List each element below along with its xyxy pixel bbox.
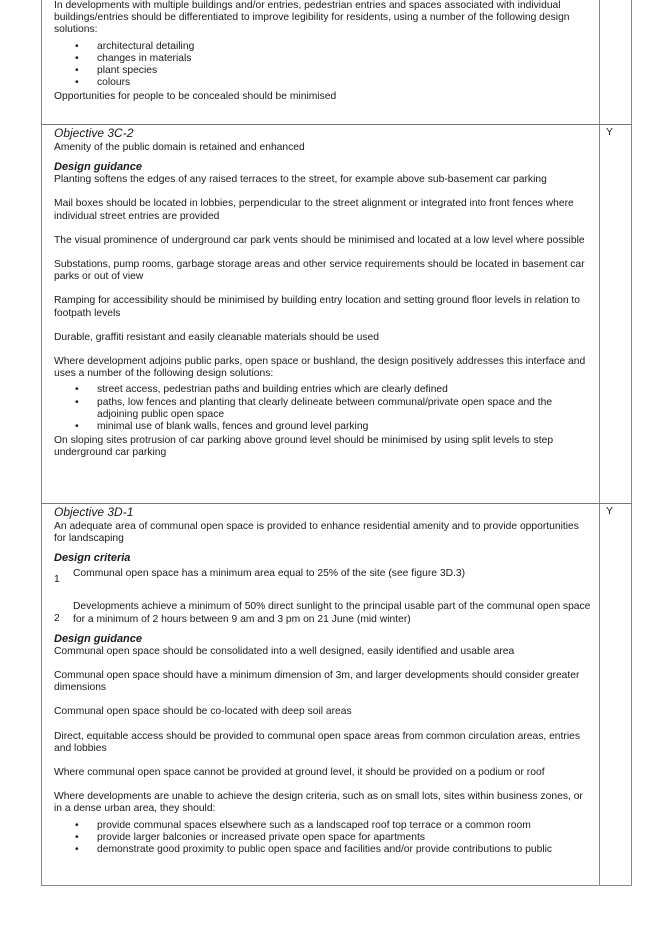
- list-item: • street access, pedestrian paths and building entries which are clearly defined: [54, 384, 592, 396]
- design-criteria-heading: Design criteria: [54, 552, 131, 565]
- intro-paragraph: In developments with multiple buildings and/or entries, pedestrian entries and spaces associated with individual buildings/entries should be differentiated to improve legibility for residents, using a number of the following design solutions:: [54, 0, 570, 36]
- list-item: • changes in materials: [54, 53, 592, 65]
- guidance-paragraph: Direct, equitable access should be provided to communal open space areas from common circulation areas, entries and lobbies: [54, 730, 580, 754]
- guidance-paragraph: Where developments are unable to achieve the design criteria, such as on small lots, sites within business zones, or in a dense urban area, they should:: [54, 791, 583, 815]
- criterion-number: 1: [54, 574, 60, 586]
- guidance-paragraph: Where development adjoins public parks, open space or bushland, the design positively addresses this interface and uses a number of the following design solutions:: [54, 356, 586, 380]
- bullet-list: [54, 41, 592, 90]
- design-guidance-heading: Design guidance: [54, 161, 143, 174]
- guidance-paragraph: Mail boxes should be located in lobbies, perpendicular to the street alignment or integrated into front fences where individual street entries are provided: [54, 198, 574, 222]
- objective-title: Objective 3D-1: [54, 505, 134, 519]
- guidance-paragraph: Durable, graffiti resistant and easily cleanable materials should be used: [54, 331, 379, 343]
- list-item: • architectural detailing: [54, 41, 592, 53]
- compliance-value: Y: [606, 505, 614, 517]
- list-item: • paths, low fences and planting that clearly delineate between communal/private open space and the adjoining public open space: [54, 397, 592, 421]
- table-row-objective-3c-2: [54, 126, 592, 460]
- guidance-paragraph: The visual prominence of underground car park vents should be minimised and located at a low level where possible: [54, 234, 585, 246]
- objective-statement: An adequate area of communal open space is provided to enhance residential amenity and to provide opportunities for landscaping: [54, 521, 579, 545]
- list-item: • colours: [54, 77, 592, 89]
- criterion-item: [54, 568, 592, 590]
- column-divider: [599, 0, 600, 886]
- table-row-continuation: [54, 0, 592, 104]
- design-guidance-heading: Design guidance: [54, 632, 143, 645]
- list-item: • minimal use of blank walls, fences and ground level parking: [54, 421, 592, 433]
- bullet-list: [54, 384, 592, 433]
- guidance-paragraph: On sloping sites protrusion of car parking above ground level should be minimised by using split levels to step underground car parking: [54, 435, 554, 459]
- guidance-paragraph: Communal open space should be co-located with deep soil areas: [54, 706, 352, 718]
- row-divider: [41, 503, 632, 504]
- guidance-paragraph: Communal open space should be consolidated into a well designed, easily identified and usable area: [54, 645, 515, 657]
- list-item: • demonstrate good proximity to public open space and facilities and/or provide contributions to public: [54, 844, 592, 856]
- criterion-number: 2: [54, 613, 60, 625]
- guidance-paragraph: Ramping for accessibility should be minimised by building entry location and setting ground floor levels in relation to footpath levels: [54, 295, 580, 319]
- list-item: • plant species: [54, 65, 592, 77]
- bullet-list: [54, 820, 592, 857]
- list-item: • provide communal spaces elsewhere such as a landscaped roof top terrace or a common room: [54, 820, 592, 832]
- closing-paragraph: Opportunities for people to be concealed should be minimised: [54, 91, 337, 103]
- guidance-paragraph: Planting softens the edges of any raised terraces to the street, for example above sub-basement car parking: [54, 174, 547, 186]
- objective-statement: Amenity of the public domain is retained and enhanced: [54, 142, 305, 153]
- objective-title: Objective 3C-2: [54, 126, 134, 140]
- row-divider: [41, 124, 632, 125]
- table-row-objective-3d-1: [54, 505, 592, 858]
- guidance-paragraph: Where communal open space cannot be provided at ground level, it should be provided on a podium or roof: [54, 767, 545, 779]
- criterion-text: Communal open space has a minimum area equal to 25% of the site (see figure 3D.3): [73, 568, 466, 580]
- guidance-paragraph: Substations, pump rooms, garbage storage areas and other service requirements should be located in basement car parks or out of view: [54, 259, 585, 283]
- list-item: • provide larger balconies or increased private open space for apartments: [54, 832, 592, 844]
- criterion-item: [54, 601, 592, 625]
- compliance-value: Y: [606, 126, 614, 138]
- guidance-paragraph: Communal open space should have a minimum dimension of 3m, and larger developments should consider greater dimensions: [54, 670, 580, 694]
- criterion-text: Developments achieve a minimum of 50% direct sunlight to the principal usable part of the communal open space for a minimum of 2 hours between 9 am and 3 pm on 21 June (mid winter): [73, 601, 591, 625]
